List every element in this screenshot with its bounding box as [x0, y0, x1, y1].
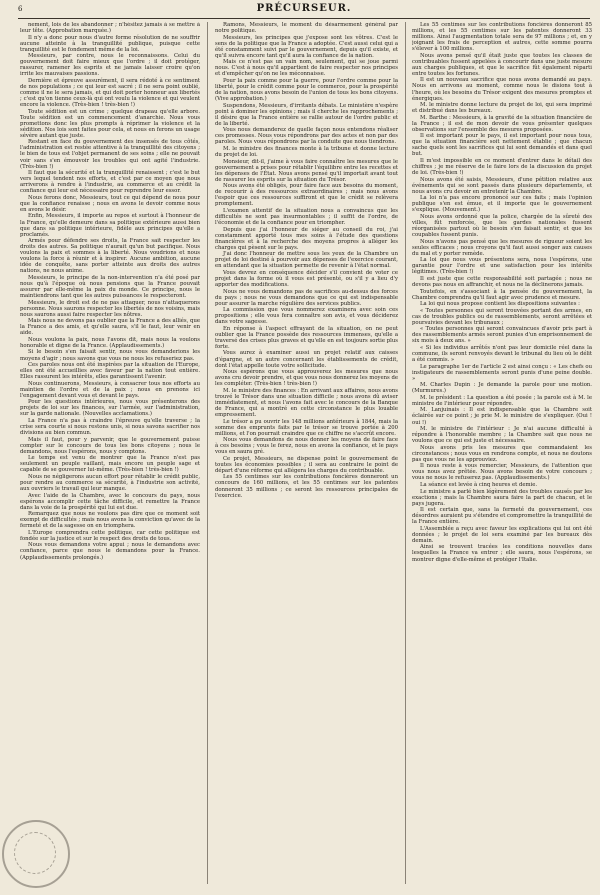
article-paragraph: Il m'est impossible en ce moment d'entrer dans le détail des chiffres ; je me réserve de le faire lors de la discussion du projet de loi. (Très-bien !) [412, 158, 592, 177]
article-paragraph: Le trésor a pu ouvrir les 148 millions antérieurs à 1844, mais la somme des emprunts faits par le trésor se trouve portée à 200 millions, et l'on pourrait craindre que ce chiffre ne s'accrût encore. [215, 418, 398, 437]
article-paragraph: Pour les questions intérieures, nous vous présenterons des projets de loi sur les finances, sur l'armée, sur l'administration, sur la garde nationale. (Nouvelles acclamations.) [20, 399, 200, 418]
article-paragraph: La commission que vous nommerez examinera avec soin ces propositions ; elle vous fera connaître son avis, et vous déciderez dans votre sagesse. [215, 307, 398, 326]
article-paragraph: Nous n'avons pas pensé que les mesures de rigueur soient les seules efficaces ; nous croyons qu'il faut aussi songer aux causes du mal et y porter remède. [412, 238, 592, 257]
article-paragraph: M. le ministre des finances : En arrivant aux affaires, nous avons trouvé le Trésor dans une situation difficile ; nous avons dû aviser immédiatement, et nous l'avons fait avec le concours de la Banque de France, qui a montré en cette circonstance le plus louable empressement. [215, 387, 398, 418]
article-paragraph: La loi que nous vous présentons sera, nous l'espérons, une garantie pour l'ordre et une satisfaction pour les intérêts légitimes. (Très-bien !) [412, 257, 592, 276]
article-paragraph: Nous avons pris les mesures que commandaient les circonstances ; nous vous en rendrons compte, et nous ne doutons pas que vous ne les approuviez. [412, 444, 592, 463]
article-paragraph: Nous avons ordonné que la police, chargée de la sûreté des villes, fût renforcée, que les gardes nationales fussent réorganisées partout où le besoin s'en faisait sentir, et que les coupables fussent punis. [412, 213, 592, 239]
article-paragraph: Il est juste que cette responsabilité soit partagée ; nous ne devons pas nous en affranchir, et nous ne la déclinerons jamais. [412, 275, 592, 288]
article-paragraph: Remarquez que nous ne voulons pas dire que ce moment soit exempt de difficultés ; mais nous avons la conviction qu'avec de la fermeté et de la sagesse on en triomphera. [20, 511, 200, 530]
article-paragraph: Il nous reste à vous remercier, Messieurs, de l'attention que vous nous avez prêtée. Nous avons besoin de votre concours ; vous ne nous le refuserez pas. (Applaudissements.) [412, 463, 592, 482]
article-paragraph: L'examen attentif de la situation nous a convaincus que les difficultés ne sont pas insurmontables ; il suffit de l'ordre, de l'économie et de la confiance pour en triompher. [215, 207, 398, 226]
article-paragraph: J'ai donc l'honneur de mettre sous les yeux de la Chambre un projet de loi destiné à pourvoir aux dépenses de l'exercice courant, en attendant que la situation permette de revenir à l'état normal. [215, 251, 398, 270]
article-paragraph: M. Charles Dupin : Je demande la parole pour une motion. (Murmures.) [412, 382, 592, 395]
article-paragraph: M. Lanjuinais : Il est indispensable que la Chambre soit éclairée sur ce point ; je prie M. le ministre de s'expliquer. (Oui ! oui !) [412, 407, 592, 426]
article-paragraph: Le paragraphe 1er de l'article 2 est ainsi conçu : « Les chefs ou instigateurs de rassemblements seront punis d'une peine double. » [412, 363, 592, 382]
article-paragraph: Ce projet, Messieurs, ne dispense point le gouvernement de toutes les économies possibles ; il sera au contraire le point de départ d'une réforme qui allégera les charges du contribuable. [215, 455, 398, 474]
article-paragraph: Il n'y a donc pour nous d'autre forme résolution de ne souffrir aucune atteinte à la tranquillité publique, puisque cette tranquillité est le fondement même de la loi. [20, 34, 200, 53]
article-paragraph: Vous nous demanderez de quelle façon nous entendons réaliser ces promesses. Nous vous répondrons par des actes et non par des paroles. Nous vous répondrons par la conduite que nous tiendrons. [215, 127, 398, 146]
article-paragraph: Nous ne négligerons aucun effort pour rétablir le crédit public, pour rendre au commerce sa sécurité, à l'industrie son activité, aux ouvriers le travail qui leur manque. [20, 473, 200, 493]
article-paragraph: « Toutes personnes qui seront trouvées portant des armes, en cas de troubles publics ou de rassemblements, seront arrêtées et poursuivies devant les tribunaux ; [412, 307, 592, 326]
article-paragraph: Mais nous ne devons pas oublier que la France a des alliés, que la France a des amis, et qu'elle saura, s'il le faut, leur venir en aide. [20, 318, 200, 337]
article-paragraph: M. Barthe : Messieurs, à la gravité de la situation financière de la France ; il est de mon devoir de vous présenter quelques observations sur l'ensemble des mesures proposées. [412, 114, 592, 133]
article-paragraph: Messieurs, par contre, nous le reconnaissons. Celui du gouvernement doit faire mieux que l'ordre ; il doit protéger, rassurer, ramener les esprits et ne jamais laisser croire qu'on irrite les mauvaises passions. [20, 53, 200, 78]
article-paragraph: La séance est levée à cinq heures et demie. [420, 481, 538, 488]
article-paragraph: Vous aurez à examiner aussi un projet relatif aux caisses d'épargne, et un autre concernant les établissements de crédit, dont l'état appelle toute votre sollicitude. [215, 350, 398, 369]
article-paragraph: Toutefois, en s'associant à la pensée du gouvernement, la Chambre comprendra qu'il faut agir avec prudence et mesure. [412, 288, 592, 301]
article-paragraph: M. le ministre de l'intérieur : Je n'ai aucune difficulté à répondre à l'honorable membre ; la Chambre sait que nous ne voulons que ce qui est juste et nécessaire. [412, 426, 592, 445]
article-paragraph: Monsieur, dit-il, j'aime à vous faire connaître les mesures que le gouvernement a prises pour rétablir l'équilibre entre les recettes et les dépenses de l'État. Nous avons pensé qu'il importait avant tout de rassurer les esprits sur la situation du Trésor. [215, 158, 398, 183]
library-stamp [2, 820, 70, 888]
article-paragraph: L'Europe comprendra cette politique, car cette politique est fondée sur la justice et sur le respect des droits de tous. [20, 529, 200, 542]
column-2 [215, 22, 398, 884]
article-paragraph: En réponse à l'aspect effrayant de la situation, on ne peut oublier que la France possède des ressources immenses, qu'elle a traversé des crises plus graves et qu'elle en est toujours sortie plus forte. [215, 325, 398, 350]
article-paragraph: Nous avons été saisis, Messieurs, d'une pétition relative aux événements qui se sont passés dans plusieurs départements, et nous avons cru devoir en entretenir la Chambre. [412, 176, 592, 195]
article-paragraph: L'Assemblée a reçu avec faveur les explications qui lui ont été données ; le projet de loi sera examiné par les bureaux dès demain. [412, 525, 592, 544]
article-paragraph: La France n'a pas à craindre l'épreuve qu'elle traverse ; la crise sera courte si nous restons unis, si nous savons sacrifier nos divisions au bien commun. [20, 418, 200, 437]
article-paragraph: M. le ministre donne lecture du projet de loi, qui sera imprimé et distribué dans les bureaux. [412, 102, 592, 115]
column-divider [405, 22, 406, 884]
article-paragraph: Toute sédition est un crime ; quelque drapeau qu'elle arbore. Toute sédition est un commencement d'anarchie. Nous vous promettons donc les plus prompts à réprimer la violence et la sédition. Nos lois sont faites pour cela, et nous en ferons un usage sévère autant que juste. [20, 108, 200, 139]
article-paragraph: Messieurs, le principe de la non-intervention n'a été posé par nous qu'à l'époque où nous pensions que la France pouvait assurer par elle-même la paix du monde. Ce principe, nous le maintiendrons tant que les autres puissances le respecteront. [20, 274, 200, 300]
article-paragraph: Armés pour défendre ses droits, la France sait respecter les droits des autres. Sa politique n'aurait qu'un but pacifique. Nous voulons la paix et sommes à la liberté. Nous voudrions et nous voulons la force à réunir et à inspirer. Aucune ambition, aucune idée de conquête, sans porter atteinte aux droits des autres nations, ne nous anime. [20, 238, 200, 275]
article-paragraph: Mais ce n'est pas un vain nom, seulement, qui se joue parmi nous. C'est à nous qu'il appartient de faire respecter nos principes et d'empêcher qu'on ne les méconnaisse. [215, 59, 398, 78]
article-paragraph: Nous ferons donc, Messieurs, tout ce qui dépend de nous pour que la confiance renaisse ; nous en avons le devoir comme nous en avons le désir. [20, 194, 200, 213]
article-paragraph: Messieurs, le droit est de ne pas attaquer, nous n'attaquerons personne. Nous saurons respecter les libertés de nos voisins, mais nous saurons aussi faire respecter les nôtres. [20, 299, 200, 318]
column-divider [207, 22, 208, 884]
article-paragraph: Mais il faut, pour y parvenir, que le gouvernement puisse compter sur le concours de tous les bons citoyens ; nous le demandons, nous l'espérons, nous y comptons. [20, 436, 200, 455]
article-paragraph: « Si les individus arrêtés n'ont pas leur domicile réel dans la commune, ils seront renvoyés devant le tribunal du lieu où le délit a été commis. » [412, 344, 592, 364]
article-paragraph: Pour la paix comme pour la guerre, pour l'ordre comme pour la liberté, pour le crédit comme pour le commerce, pour la prospérité de la nation, nous avons besoin de l'union de tous les bons citoyens. (Vive approbation.) [215, 77, 398, 103]
article-paragraph: Enfin, Messieurs, il importe au repos et surtout à l'honneur de la France, qu'elle demeure dans sa politique extérieure aussi bien que dans sa politique intérieure, fidèle aux principes qu'elle a proclamés. [20, 213, 200, 238]
header-rule [18, 18, 590, 19]
article-paragraph: Ainsi se trouvent tracées les conditions nouvelles dans lesquelles la France va entrer ; elle saura, nous l'espérons, se montrer digne d'elle-même et protéger l'Italie. [412, 544, 592, 563]
article-paragraph: Messieurs, les principes que j'expose sont les vôtres. C'est le sens de la politique que la France a adoptée. C'est aussi celui qui a été constamment suivi par le gouvernement, depuis qu'il existe, et qu'il suivra encore tant qu'il aura la confiance de la nation. [215, 34, 398, 59]
article-paragraph: Depuis que j'ai l'honneur de siéger au conseil du roi, j'ai constamment apporté tous mes soins à l'étude des questions financières et à la recherche des moyens propres à alléger les charges qui pèsent sur le pays. [215, 226, 398, 251]
article-paragraph: Nous vous demandons votre appui ; nous le demandons avec confiance, parce que nous le demandons pour la France. (Applaudissements prolongés.) [20, 542, 200, 561]
page-header [18, 3, 590, 19]
article-paragraph: Nous ne vous demandons pas de sacrifices au-dessus des forces du pays ; nous ne vous demandons que ce qui est indispensable pour assurer la marche régulière des services publics. [215, 288, 398, 307]
article-paragraph: Dernière et épreuve assurément, il sera rédoté à ce sentiment de nos populations ; ce qui leur est sacré ; il ne sera point oublié, comme il ne le sera jamais, et qui doit porter honneur aux libertés ; c'est qu'on tienne ceux-là qui ont voulu la violence et qui veulent encore la violence. (Très-bien ! très-bien !) [20, 77, 200, 109]
article-paragraph: Nous avons pensé qu'il était juste que toutes les classes de contribuables fussent appelées à concourir dans une juste mesure aux charges publiques, et que le sacrifice fût également réparti entre toutes les fortunes. [412, 52, 592, 77]
article-paragraph: La loi n'a pas encore prononcé sur ces faits ; mais l'opinion publique s'en est émue, et il importe que le gouvernement s'explique. (Mouvement.) [412, 195, 592, 214]
article-paragraph: Les 55 centimes sur les contributions foncières donneront 85 millions, et les 55 centimes sur les patentes donneront 33 millions. Ainsi l'augmentation totale sera de 97 millions ; et, en y joignant les frais de perception et autres, cette somme pourra s'élever à 100 millions. [412, 22, 592, 53]
article-paragraph: M. le ministre des finances monte à la tribune et donne lecture du projet de loi. [215, 145, 398, 158]
article-paragraph: Nous avons été obligés, pour faire face aux besoins du moment, de recourir à des ressources extraordinaires ; mais nous avons l'espoir que ces ressources suffiront et que le crédit se relèvera promptement. [215, 183, 398, 208]
article-paragraph: Il est certain que, sans la fermeté du gouvernement, ces désordres auraient pu s'étendre et compromettre la tranquillité de la France entière. [412, 507, 592, 526]
article-paragraph: Nous voulons la paix, nous l'avons dit, mais nous la voulons honorable et digne de la France. (Applaudissements.) [20, 336, 200, 349]
article-paragraph: Il est important pour le pays, il est important pour nous tous, que la situation financière soit nettement établie ; que chacun sache quels sont les sacrifices qui lui sont demandés et dans quel but. [412, 133, 592, 158]
article-paragraph: Il est un nouveau sacrifice que nous avons demandé au pays. Nous en arrivons au moment, comme nous le disions tout à l'heure, où les besoins du Trésor exigent des mesures promptes et énergiques. [412, 77, 592, 102]
article-paragraph: Nous vous demandons de nous donner les moyens de faire face à ces besoins ; vous le ferez, nous en avons la confiance, et le pays vous en saura gré. [215, 437, 398, 456]
article-paragraph: Ces paroles nous ont été inspirées par la situation de l'Europe, elles ont été accueillies avec faveur par la nation tout entière. Elles rassurent les intérêts, elles garantissent l'avenir. [20, 362, 200, 381]
article-paragraph: Le temps est venu de montrer que la France n'est pas seulement un peuple vaillant, mais encore un peuple sage et capable de se gouverner lui-même. (Très-bien ! très-bien !) [20, 455, 200, 474]
article-paragraph: Ramons, Messieurs, le moment du désarmement général par notre politique. [215, 22, 398, 35]
column-1 [20, 22, 200, 884]
article-paragraph: Nous continuerons, Messieurs, à consacrer tous nos efforts au maintien de l'ordre et de la paix ; nous en prenons ici l'engagement devant vous et devant le pays. [20, 380, 200, 399]
article-paragraph: Suspendons, Messieurs, d'irritants débats. Le ministère n'espère point à dominer les opinions ; mais il cherche les rapprochements ; il désire que la France entière se rallie autour de l'ordre public et de la liberté. [215, 102, 398, 127]
article-paragraph: Vous devrez en conséquence décider s'il convient de voter ce projet dans la forme où il vous est présenté, ou s'il y a lieu d'y apporter des modifications. [215, 269, 398, 288]
article-paragraph: « Toutes personnes qui seront convaincues d'avoir pris part à des rassemblements armés seront punies d'un emprisonnement de six mois à deux ans. » [412, 326, 592, 345]
article-paragraph: Restant en face du gouvernement des insensés de tous côtés, l'administration est restée attentive à la tranquillité des citoyens ; le bien de tous est l'objet permanent de ses soins ; elle ne pouvait voir sans s'en émouvoir les troubles qui ont agité l'industrie. (Très-bien !) [20, 139, 200, 170]
article-paragraph: La loi qui nous propose contient les dispositions suivantes : [420, 301, 580, 308]
article-paragraph: nement, lois de les abandonner ; n'hésitez jamais à se mettre à leur tête. (Approbation marquée.) [20, 22, 200, 35]
article-paragraph: Il faut que la sécurité et la tranquillité renaissent ; c'est le but vers lequel tendent nos efforts, et c'est par ce moyen que nous arriverons à rendre à l'industrie, au commerce et au crédit la confiance qui leur est nécessaire pour reprendre leur essor. [20, 170, 200, 195]
article-paragraph: Nous espérons que vous approuverez les mesures que nous avons cru devoir prendre, et que vous nous donnerez les moyens de les compléter. (Très-bien ! très-bien !) [215, 369, 398, 388]
column-3 [412, 22, 592, 884]
article-paragraph: Avec l'aide de la Chambre, avec le concours du pays, nous espérons accomplir cette tâche difficile, et remettre la France dans la voie de la prospérité qui lui est due. [20, 492, 200, 511]
article-paragraph: Le ministre a parlé bien légèrement des troubles causés par les exactions ; mais la Chambre saura faire la part de chacun, et le pays jugera. [412, 488, 592, 507]
article-paragraph: Si le besoin s'en faisait sentir, nous vous demanderions les moyens d'agir ; nous savons que vous ne nous les refuseriez pas. [20, 349, 200, 362]
page-number: 6 [18, 5, 23, 13]
article-paragraph: M. le président : La question a été posée ; la parole est à M. le ministre de l'intérieur pour répondre. [412, 394, 592, 407]
running-title: PRÉCURSEUR. [256, 3, 352, 14]
article-paragraph: Les 55 centimes sur les contributions foncières donneront un concours de 160 millions, et les 55 centimes sur les patentes donneront 35 millions ; ce seront les ressources principales de l'exercice. [215, 474, 398, 499]
